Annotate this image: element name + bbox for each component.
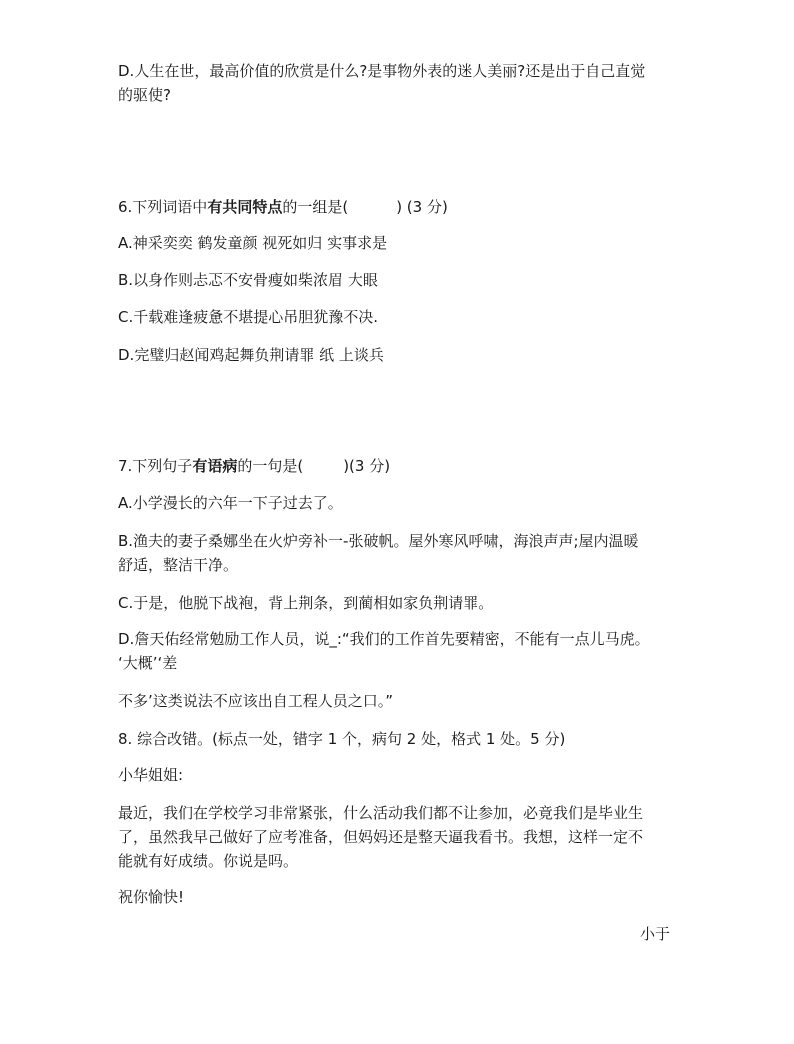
q6-stem [118,196,448,218]
q7-option-c: C.于是，他脱下战袍，背上荆条，到蔺相如家负荆请罪。 [118,594,494,612]
q8-letter-body-line1: 最近，我们在学校学习非常紧张，什么活动我们都不让参加，必竟我们是毕业生 [118,804,644,822]
q6-option-a: A.神采奕奕 鹤发童颜 视死如归 实事求是 [118,234,388,252]
q7-option-d-line2: ‘大概’‘差 [118,654,178,672]
q6-option-b: B.以身作则忐忑不安骨瘦如柴浓眉 大眼 [118,271,378,289]
q6-emphasis: 有共同特点 [207,198,283,216]
q7-stem [118,455,390,477]
q7-suffix-a: 的一句是( [237,457,304,475]
q7-emphasis: 有语病 [192,457,238,475]
q6-suffix-b: ) (3 分) [396,198,448,216]
q8-title: 8. 综合改错。(标点一处，错字 1 个，病句 2 处，格式 1 处。5 分) [118,730,566,748]
q6-option-d: D.完璧归赵闻鸡起舞负荆请罪 纸 上谈兵 [118,346,384,364]
q6-suffix-a: 的一组是( [282,198,349,216]
q8-letter-body-line3: 能就有好成绩。你说是吗。 [118,852,299,870]
q8-letter-body-line2: 了，虽然我早己做好了应考准备，但妈妈还是整天逼我看书。我想，这样一定不 [118,828,644,846]
q8-letter-greeting: 小华姐姐: [118,766,184,784]
q8-letter-signature: 小于 [640,925,671,943]
q7-option-a: A.小学漫长的六年一下子过去了。 [118,494,343,512]
q6-prefix: 6.下列词语中 [118,198,208,216]
q8-letter-closing: 祝你愉快! [118,888,185,906]
q7-suffix-b: )(3 分) [343,457,391,475]
q7-option-d-line1: D.詹天佑经常勉励工作人员，说_:“我们的工作首先要精密，不能有一点儿马虎。 [118,630,650,648]
q7-option-b-line1: B.渔夫的妻子桑娜坐在火炉旁补一-张破帆。屋外寒风呼啸，海浪声声;屋内温暖 [118,532,639,550]
q5-option-d-line2: 的驱使? [118,86,171,104]
q6-option-c: C.千载难逢疲惫不堪提心吊胆犹豫不决. [118,308,379,326]
q7-option-d-line3: 不多’这类说法不应该出自工程人员之口。” [118,692,394,710]
q5-option-d-line1: D.人生在世，最高价值的欣赏是什么?是事物外表的迷人美丽?还是出于自己直觉 [118,62,646,80]
q7-option-b-line2: 舒适，整洁干净。 [118,556,239,574]
q7-prefix: 7.下列句子 [118,457,193,475]
